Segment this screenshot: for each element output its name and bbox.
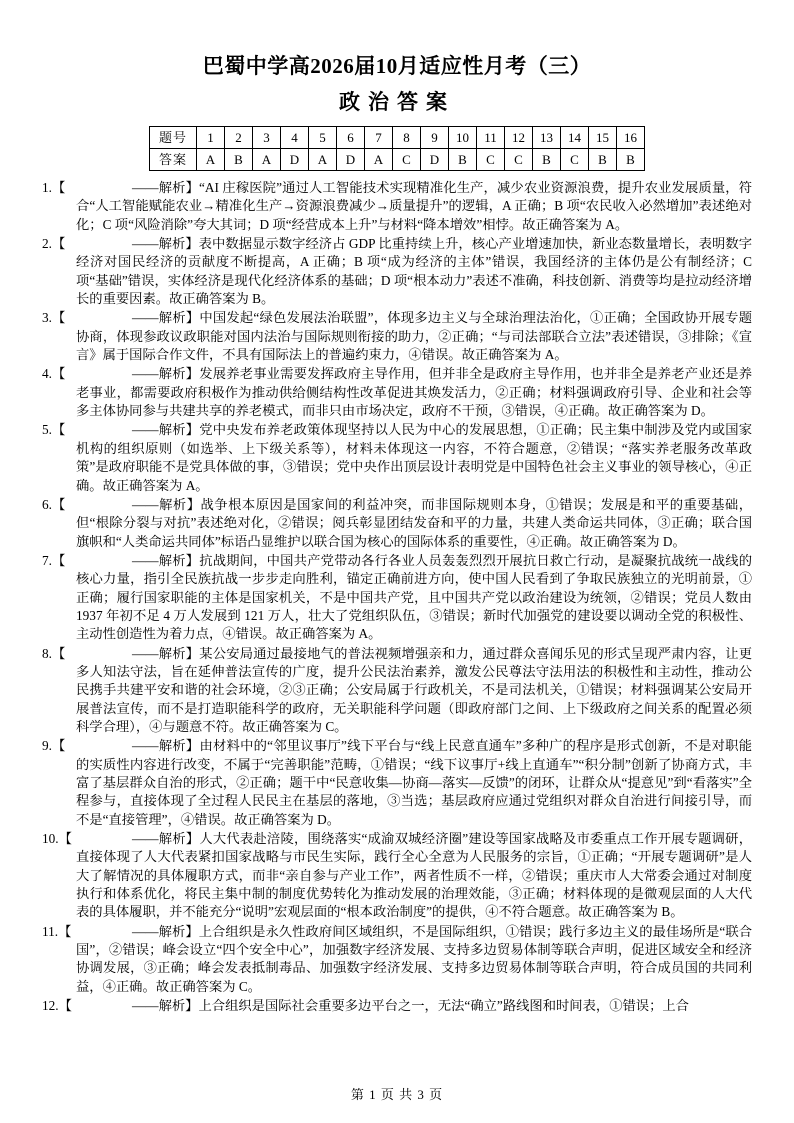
item-number: 10.【 xyxy=(42,831,72,847)
answer-value: C xyxy=(393,149,421,171)
answer-value: B xyxy=(533,149,561,171)
question-number: 8 xyxy=(393,127,421,149)
item-text: ——解析】发展养老事业需要发挥政府主导作用，但并非全是政府主导作用，也并非全是养老产业还是养老事业，都需要政府积极作为推动供给侧结构性改革促进其焕发活力，②正确；材料强调政府引导、企业和社会等多主体协同参与共建共享的养老模式，而非只由市场决定，政府不干预，③错误，④正确。故正确答案为 D。 xyxy=(76,366,752,419)
answer-value: C xyxy=(561,149,589,171)
list-item xyxy=(42,421,752,494)
answer-value: D xyxy=(421,149,449,171)
answer-value: A xyxy=(365,149,393,171)
list-item xyxy=(42,365,752,420)
question-number: 13 xyxy=(533,127,561,149)
answer-value: B xyxy=(617,149,645,171)
item-text: ——解析】抗战期间，中国共产党带动各行各业人员轰轰烈烈开展抗日救亡行动，是凝聚抗战统一战线的核心力量，指引全民族抗战一步步走向胜利，锚定正确前进方向，使中国人民看到了争取民族独立的光明前景，①正确；履行国家职能的主体是国家机关，不是中国共产党，且中国共产党以政治建设为统领，②错误；党员人数由 1937 年初不足 4 万人发展到 121 万人，壮大了党组织队伍，③错误；新时代加强党的建设要以调动全党的积极性、主动性创造性为着力点，④错误。故正确答案为 A。 xyxy=(76,552,752,642)
answer-value: A xyxy=(253,149,281,171)
item-number: 1.【 xyxy=(42,180,66,195)
question-number: 9 xyxy=(421,127,449,149)
answer-value: C xyxy=(477,149,505,171)
list-item xyxy=(42,923,752,996)
list-item xyxy=(42,309,752,364)
item-text: ——解析】上合组织是永久性政府间区域组织，不是国际组织，①错误；践行多边主义的最佳场所是“联合国”，②错误；峰会设立“四个安全中心”，加强数字经济发展、支持多边贸易体制等联合声明，促进区域安全和经济协调发展，③正确；峰会发表抵制毒品、加强数字经济发展、支持多边贸易体制等联合声明，符合成员国的共同利益，④正确。故正确答案为 C。 xyxy=(76,923,752,994)
answer-value: B xyxy=(449,149,477,171)
list-item xyxy=(42,830,752,922)
item-text: ——解析】党中央发布养老政策体现坚持以人民为中心的发展思想，①正确；民主集中制涉及党内或国家机构的组织原则（如选举、上下级关系等），材料未体现这一内容，不符合题意，②错误；“落实养老服务改革政策”是政府职能不是党具体做的事，③错误；党中央作出顶层设计表明党是中国特色社会主义事业的领导核心，④正确。故正确答案为 A。 xyxy=(76,422,752,493)
answer-table-container xyxy=(42,126,752,171)
answer-value: A xyxy=(309,149,337,171)
list-item xyxy=(42,645,752,737)
question-number: 6 xyxy=(337,127,365,149)
answer-value: A xyxy=(197,149,225,171)
item-number: 5.【 xyxy=(42,422,66,438)
item-text: ——解析】“AI 庄稼医院”通过人工智能技术实现精准化生产，减少农业资源浪费，提升农业发展质量，符合“人工智能赋能农业→精准化生产→资源浪费减少→质量提升”的逻辑，A 正确；B 项“农民收入必然增加”表述绝对化；C 项“风险消除”夸大其词；D 项“经营成本上升”与材料“降本增效”相悖。故正确答案为 A。 xyxy=(76,180,752,232)
page-subtitle: 政治答案 xyxy=(339,90,455,114)
answer-key-table xyxy=(149,126,645,171)
page-footer: 第 1 页 共 3 页 xyxy=(350,1087,444,1102)
item-text: ——解析】某公安局通过最接地气的普法视频增强亲和力，通过群众喜闻乐见的形式呈现严肃内容，让更多人知法守法，旨在延伸普法宣传的广度，提升公民法治素养，激发公民尊法守法用法的积极性和主动性，推动公民携手共建平安和谐的社会环境，②③正确；公安局属于行政机关，不是司法机关，①错误；材料强调某公安局开展普法宣传，而不是打造职能科学的政府，无关职能科学问题（即政府部门之间、上下级政府之间关系的配置必须科学合理），④与题意不符。故正确答案为 C。 xyxy=(76,645,752,734)
row-label-number: 题号 xyxy=(150,127,197,149)
question-number: 12 xyxy=(505,127,533,149)
explanations-list xyxy=(42,179,752,1015)
page-title: 巴蜀中学高2026届10月适应性月考（三） xyxy=(202,54,592,78)
question-number: 10 xyxy=(449,127,477,149)
item-number: 12.【 xyxy=(42,998,72,1014)
item-text: ——解析】战争根本原因是国家间的利益冲突，而非国际规则本身，①错误；发展是和平的重要基础，但“根除分裂与对抗”表述绝对化，②错误；阅兵彰显团结发奋和平的力量，共建人类命运共同体，③正确；联合国旗帜和“人类命运共同体”标语凸显维护以联合国为核心的国际体系的重要性，④正确。故正确答案为 D。 xyxy=(76,496,752,549)
question-number: 16 xyxy=(617,127,645,149)
item-number: 7.【 xyxy=(42,552,66,568)
item-number: 4.【 xyxy=(42,366,66,382)
list-item xyxy=(42,737,752,829)
item-number: 3.【 xyxy=(42,310,66,326)
list-item xyxy=(42,997,752,1015)
question-number: 2 xyxy=(225,127,253,149)
table-row-answers xyxy=(150,149,645,171)
item-number: 6.【 xyxy=(42,496,66,512)
item-number: 11.【 xyxy=(42,923,72,939)
question-number: 14 xyxy=(561,127,589,149)
answer-value: C xyxy=(505,149,533,171)
item-text: ——解析】上合组织是国际社会重要多边平台之一，无法“确立”路线图和时间表，①错误；上合 xyxy=(132,998,689,1014)
item-number: 9.【 xyxy=(42,738,66,754)
question-number: 1 xyxy=(197,127,225,149)
list-item xyxy=(42,552,752,644)
question-number: 5 xyxy=(309,127,337,149)
list-item xyxy=(42,496,752,551)
item-text: ——解析】人大代表赴涪陵，围绕落实“成渝双城经济圈”建设等国家战略及市委重点工作开展专题调研，直接体现了人大代表紧扣国家战略与市民生实际，践行全心全意为人民服务的宗旨，①正确；“开展专题调研”是人大了解情况的具体履职方式，而非“亲自参与产业工作”，两者性质不一样，②错误；重庆市人大常委会通过对制度执行和体系优化，将民主集中制的制度优势转化为推动发展的治理效能，③正确；材料体现的是微观层面的人大代表的具体履职，并不能充分“说明”宏观层面的“根本政治制度”的提供，④不符合题意。故正确答案为 B。 xyxy=(76,831,752,920)
answer-value: D xyxy=(337,149,365,171)
item-text: ——解析】由材料中的“邻里议事厅”线下平台与“线上民意直通车”多种广的程序是形式创新，不是对职能的实质性内容进行改变，不属于“完善职能”范畴，①错误；“线下议事厅+线上直通车”“积分制”创新了协商方式，丰富了基层群众自治的形式，②正确；题干中“民意收集—协商—落实—反馈”的闭环，让群众从“提意见”到“看落实”全程参与，直接体现了全过程人民民主在基层的落地，③当选；基层政府应通过党组织对群众自治进行间接引导，而不是“直接管理”，④错误。故正确答案为 D。 xyxy=(76,738,752,827)
answer-value: D xyxy=(281,149,309,171)
question-number: 11 xyxy=(477,127,505,149)
question-number: 4 xyxy=(281,127,309,149)
item-number: 2.【 xyxy=(42,236,66,252)
question-number: 7 xyxy=(365,127,393,149)
answer-value: B xyxy=(225,149,253,171)
item-number: 8.【 xyxy=(42,645,66,661)
question-number: 15 xyxy=(589,127,617,149)
table-row-numbers xyxy=(150,127,645,149)
item-text: ——解析】中国发起“绿色发展法治联盟”，体现多边主义与全球治理法治化，①正确；全国政协开展专题协商，体现参政议政职能对国内法治与国际规则衔接的助力，②正确；“与司法部联合立法”表述错误，③排除；《宣言》属于国际合作文件，不具有国际法上的普遍约束力，④错误。故正确答案为 A。 xyxy=(76,310,752,363)
list-item xyxy=(42,179,752,234)
item-text: ——解析】表中数据显示数字经济占 GDP 比重持续上升，核心产业增速加快，新业态数量增长，表明数字经济对国民经济的贡献度不断提高，A 正确；B 项“成为经济的主体”错误，我国经济的主体仍是公有制经济；C 项“基础”错误，实体经济是现代化经济体系的基础；D 项“根本动力”表述不准确，科技创新、消费等均是拉动经济增长的重要因素。故正确答案为 B。 xyxy=(76,236,752,307)
question-number: 3 xyxy=(253,127,281,149)
answer-value: B xyxy=(589,149,617,171)
list-item xyxy=(42,235,752,308)
row-label-answer: 答案 xyxy=(150,149,197,171)
